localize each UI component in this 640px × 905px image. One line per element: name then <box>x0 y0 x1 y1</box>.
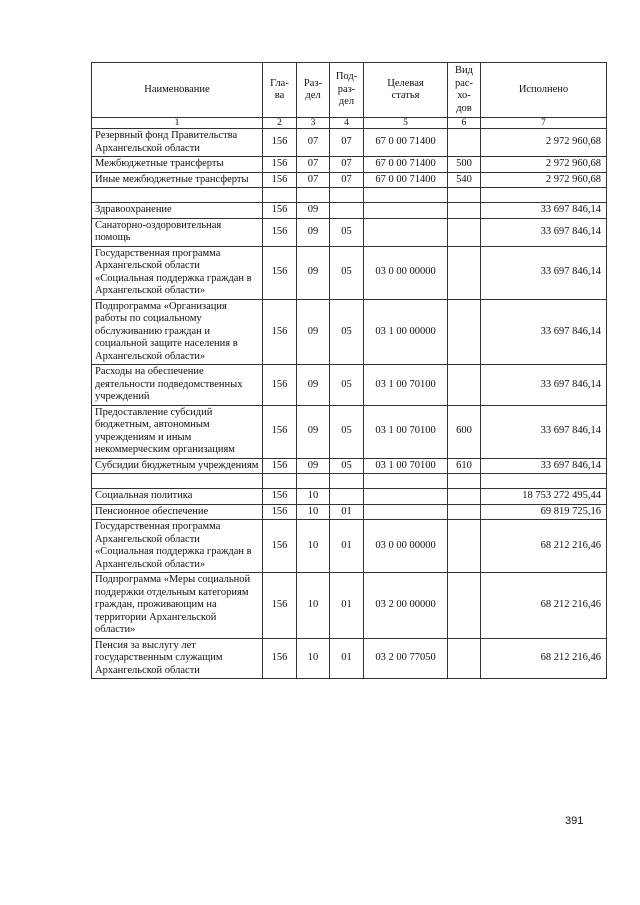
cell-name: Здравоохранение <box>92 203 263 219</box>
cell-name: Государственная программа Архангельской области «Социальная поддержка граждан в Архангельской области» <box>92 246 263 299</box>
cell-vid <box>448 129 481 157</box>
cell-vid <box>448 365 481 406</box>
empty-cell <box>364 474 448 489</box>
cell-amount: 33 697 846,14 <box>481 365 607 406</box>
cell-glava: 156 <box>263 218 297 246</box>
cell-vid <box>448 299 481 365</box>
header-target: Целевая статья <box>364 63 448 118</box>
cell-razdel: 10 <box>297 520 330 573</box>
header-vid: Вид рас- хо- дов <box>448 63 481 118</box>
cell-name: Субсидии бюджетным учреждениям <box>92 458 263 474</box>
cell-glava: 156 <box>263 246 297 299</box>
cell-podrazdel: 01 <box>330 504 364 520</box>
cell-amount: 33 697 846,14 <box>481 246 607 299</box>
cell-vid <box>448 246 481 299</box>
cell-podrazdel: 01 <box>330 638 364 679</box>
column-number: 5 <box>364 118 448 129</box>
column-number: 4 <box>330 118 364 129</box>
cell-glava: 156 <box>263 638 297 679</box>
cell-glava: 156 <box>263 365 297 406</box>
empty-cell <box>448 474 481 489</box>
column-number: 3 <box>297 118 330 129</box>
table-row <box>92 157 607 173</box>
cell-target <box>364 489 448 505</box>
cell-name: Резервный фонд Правительства Архангельской области <box>92 129 263 157</box>
cell-podrazdel: 05 <box>330 218 364 246</box>
cell-target: 67 0 00 71400 <box>364 157 448 173</box>
cell-razdel: 09 <box>297 458 330 474</box>
cell-name: Пенсионное обеспечение <box>92 504 263 520</box>
cell-razdel: 09 <box>297 405 330 458</box>
cell-glava: 156 <box>263 458 297 474</box>
cell-glava: 156 <box>263 489 297 505</box>
cell-podrazdel: 01 <box>330 520 364 573</box>
cell-amount: 2 972 960,68 <box>481 157 607 173</box>
header-razdel: Раз- дел <box>297 63 330 118</box>
cell-target <box>364 203 448 219</box>
cell-podrazdel: 05 <box>330 365 364 406</box>
table-row <box>92 520 607 573</box>
cell-target <box>364 218 448 246</box>
header-name: Наименование <box>92 63 263 118</box>
cell-vid: 600 <box>448 405 481 458</box>
cell-podrazdel: 05 <box>330 299 364 365</box>
cell-razdel: 10 <box>297 504 330 520</box>
table-row <box>92 504 607 520</box>
cell-amount: 68 212 216,46 <box>481 638 607 679</box>
cell-target: 03 2 00 00000 <box>364 573 448 639</box>
cell-vid <box>448 203 481 219</box>
cell-name: Подпрограмма «Меры социальной поддержки отдельным категориям граждан, проживающим на территории Архангельской области» <box>92 573 263 639</box>
cell-name: Пенсия за выслугу лет государственным служащим Архангельской области <box>92 638 263 679</box>
header-row <box>92 63 607 118</box>
cell-podrazdel: 01 <box>330 573 364 639</box>
cell-podrazdel: 05 <box>330 458 364 474</box>
column-number: 6 <box>448 118 481 129</box>
cell-vid <box>448 520 481 573</box>
cell-amount: 33 697 846,14 <box>481 405 607 458</box>
cell-razdel: 09 <box>297 203 330 219</box>
cell-name: Подпрограмма «Организация работы по социальному обслуживанию граждан и социальной защите населения в Архангельской области» <box>92 299 263 365</box>
table-row <box>92 129 607 157</box>
empty-cell <box>330 474 364 489</box>
budget-table <box>91 62 607 679</box>
cell-target: 03 0 00 00000 <box>364 246 448 299</box>
cell-podrazdel <box>330 489 364 505</box>
cell-target: 03 1 00 70100 <box>364 365 448 406</box>
table-row <box>92 365 607 406</box>
column-number: 1 <box>92 118 263 129</box>
cell-amount: 33 697 846,14 <box>481 458 607 474</box>
cell-name: Межбюджетные трансферты <box>92 157 263 173</box>
cell-target: 67 0 00 71400 <box>364 172 448 188</box>
cell-target: 67 0 00 71400 <box>364 129 448 157</box>
cell-amount: 33 697 846,14 <box>481 203 607 219</box>
table-row <box>92 489 607 505</box>
cell-podrazdel: 07 <box>330 129 364 157</box>
empty-cell <box>364 188 448 203</box>
cell-target: 03 1 00 70100 <box>364 405 448 458</box>
cell-vid <box>448 489 481 505</box>
cell-razdel: 07 <box>297 157 330 173</box>
cell-name: Социальная политика <box>92 489 263 505</box>
cell-podrazdel: 05 <box>330 246 364 299</box>
column-number: 2 <box>263 118 297 129</box>
cell-vid <box>448 573 481 639</box>
cell-amount: 18 753 272 495,44 <box>481 489 607 505</box>
cell-razdel: 09 <box>297 218 330 246</box>
spacer-row <box>92 188 607 203</box>
empty-cell <box>297 474 330 489</box>
cell-amount: 33 697 846,14 <box>481 218 607 246</box>
cell-razdel: 09 <box>297 299 330 365</box>
cell-vid: 500 <box>448 157 481 173</box>
table-row <box>92 573 607 639</box>
empty-cell <box>448 188 481 203</box>
cell-name: Расходы на обеспечение деятельности подведомственных учреждений <box>92 365 263 406</box>
empty-cell <box>330 188 364 203</box>
spacer-row <box>92 474 607 489</box>
cell-glava: 156 <box>263 299 297 365</box>
cell-target: 03 1 00 70100 <box>364 458 448 474</box>
cell-glava: 156 <box>263 129 297 157</box>
cell-razdel: 09 <box>297 365 330 406</box>
empty-cell <box>92 188 263 203</box>
cell-vid <box>448 504 481 520</box>
empty-cell <box>263 188 297 203</box>
table-row <box>92 458 607 474</box>
cell-target: 03 0 00 00000 <box>364 520 448 573</box>
cell-name: Иные межбюджетные трансферты <box>92 172 263 188</box>
cell-podrazdel: 07 <box>330 157 364 173</box>
cell-name: Предоставление субсидий бюджетным, автономным учреждениям и иным некоммерческим организациям <box>92 405 263 458</box>
column-numbers-row <box>92 118 607 129</box>
table-row <box>92 405 607 458</box>
table-row <box>92 172 607 188</box>
empty-cell <box>481 474 607 489</box>
table-row <box>92 638 607 679</box>
cell-amount: 69 819 725,16 <box>481 504 607 520</box>
cell-razdel: 09 <box>297 246 330 299</box>
cell-razdel: 10 <box>297 489 330 505</box>
cell-vid <box>448 638 481 679</box>
cell-vid <box>448 218 481 246</box>
cell-glava: 156 <box>263 520 297 573</box>
header-glava: Гла- ва <box>263 63 297 118</box>
empty-cell <box>92 474 263 489</box>
table-row <box>92 246 607 299</box>
cell-glava: 156 <box>263 504 297 520</box>
table-row <box>92 218 607 246</box>
cell-vid: 610 <box>448 458 481 474</box>
cell-amount: 33 697 846,14 <box>481 299 607 365</box>
cell-glava: 156 <box>263 157 297 173</box>
cell-target: 03 1 00 00000 <box>364 299 448 365</box>
cell-razdel: 07 <box>297 172 330 188</box>
column-number: 7 <box>481 118 607 129</box>
empty-cell <box>263 474 297 489</box>
table-row <box>92 203 607 219</box>
cell-glava: 156 <box>263 573 297 639</box>
cell-name: Санаторно-оздоровительная помощь <box>92 218 263 246</box>
empty-cell <box>481 188 607 203</box>
header-done: Исполнено <box>481 63 607 118</box>
cell-target: 03 2 00 77050 <box>364 638 448 679</box>
cell-glava: 156 <box>263 405 297 458</box>
cell-razdel: 10 <box>297 573 330 639</box>
cell-razdel: 07 <box>297 129 330 157</box>
cell-target <box>364 504 448 520</box>
header-podrazdel: Под- раз- дел <box>330 63 364 118</box>
table-row <box>92 299 607 365</box>
cell-vid: 540 <box>448 172 481 188</box>
cell-amount: 68 212 216,46 <box>481 520 607 573</box>
cell-amount: 2 972 960,68 <box>481 129 607 157</box>
cell-amount: 68 212 216,46 <box>481 573 607 639</box>
cell-podrazdel: 05 <box>330 405 364 458</box>
cell-glava: 156 <box>263 172 297 188</box>
cell-podrazdel: 07 <box>330 172 364 188</box>
cell-name: Государственная программа Архангельской области «Социальная поддержка граждан в Архангельской области» <box>92 520 263 573</box>
cell-amount: 2 972 960,68 <box>481 172 607 188</box>
page-number: 391 <box>565 815 584 827</box>
cell-podrazdel <box>330 203 364 219</box>
cell-razdel: 10 <box>297 638 330 679</box>
empty-cell <box>297 188 330 203</box>
cell-glava: 156 <box>263 203 297 219</box>
